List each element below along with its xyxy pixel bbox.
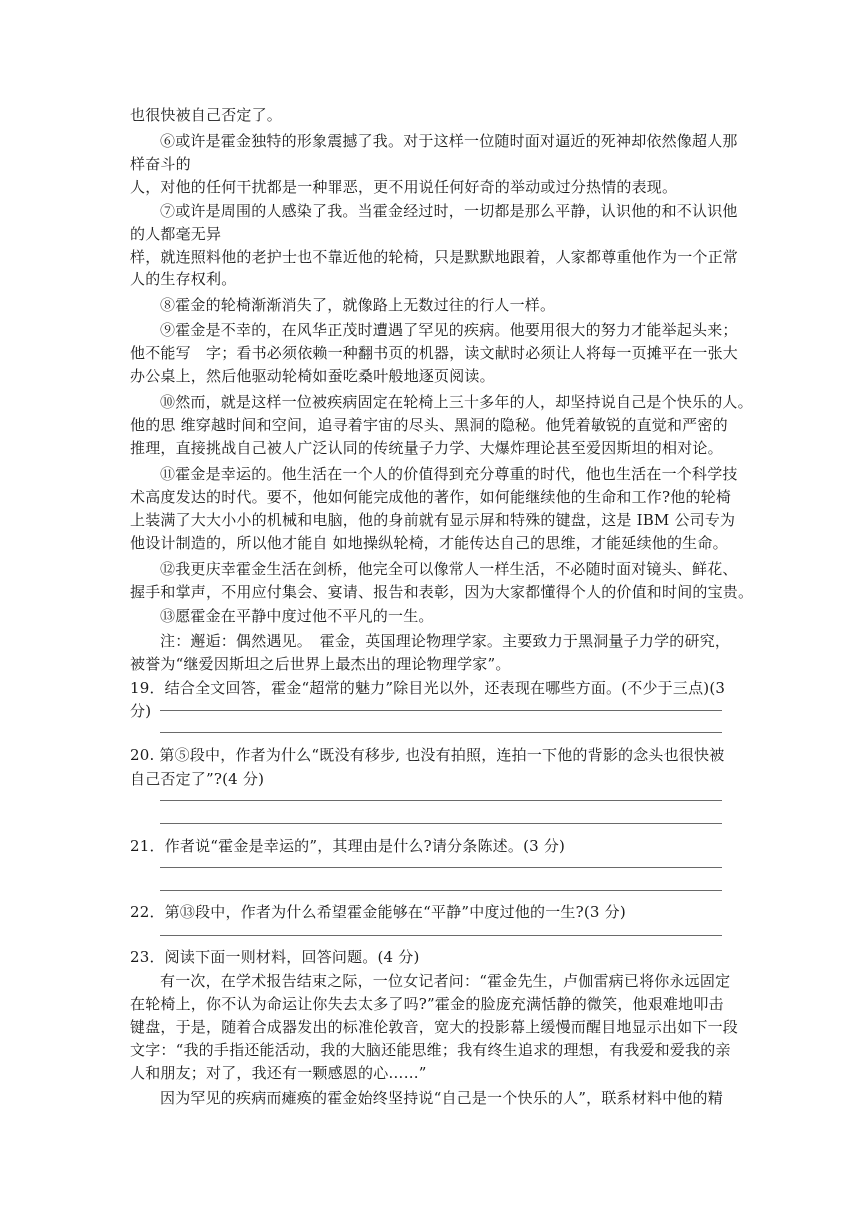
passage-line: 术高度发达的时代。要不，他如何能完成他的著作，如何能继续他的生命和工作?他的轮椅 (130, 488, 732, 506)
material-line: 键盘，于是，随着合成器发出的标准伦敦音，宽大的投影幕上缓慢而醒目地显示出如下一段 (130, 1018, 739, 1036)
paragraph-7: ⑦或许是周围的人感染了我。当霍金经过时，一切都是那么平静，认识他的和不认识他 (160, 202, 738, 220)
question-20: 20. 第⑤段中，作者为什么“既没有移步, 也没有拍照，连拍一下他的背影的念头也很快被 (130, 746, 725, 764)
paragraph-6: ⑥或许是霍金独特的形象震撼了我。对于这样一位随时面对逼近的死神却依然像超人那 (160, 132, 738, 150)
passage-line: 他的思 维穿越时间和空间，追寻着宇宙的尽头、黑洞的隐秘。他凭着敏锐的直觉和严密的 (130, 416, 728, 434)
footnote-line: 被誉为“继爱因斯坦之后世界上最杰出的理论物理学家”。 (130, 655, 511, 673)
answer-line[interactable] (160, 710, 722, 711)
passage-line: 人，对他的任何干扰都是一种罪恶，更不用说任何好奇的举动或过分热情的表现。 (130, 178, 678, 196)
answer-line[interactable] (160, 823, 722, 824)
answer-line[interactable] (160, 732, 722, 733)
material-line: 文字：“我的手指还能活动，我的大脑还能思维；我有终生追求的理想，有我爱和爱我的亲 (130, 1041, 731, 1059)
paragraph-8: ⑧霍金的轮椅渐渐消失了，就像路上无数过往的行人一样。 (160, 296, 556, 314)
question-20-cont: 自己否定了”?(4 分) (130, 770, 265, 788)
passage-line: 样奋斗的 (130, 155, 191, 173)
passage-line: 也很快被自己否定了。 (130, 106, 283, 124)
material-line: 在轮椅上，你不认为命运让你失去太多了吗?”霍金的脸庞充满恬静的微笑，他艰难地叩击 (130, 995, 724, 1013)
passage-line: 上装满了大大小小的机械和电脑，他的身前就有显示屏和特殊的键盘，这是 IBM 公司专为 (130, 511, 736, 529)
passage-line: 推理，直接挑战自己被人广泛认同的传统量子力学、大爆炸理论甚至爱因斯坦的相对论。 (130, 439, 723, 457)
question-19-cont: 分) (130, 702, 152, 720)
answer-line[interactable] (160, 935, 722, 936)
passage-line: 他不能写 字；看书必须依赖一种翻书页的机器，读文献时必须让人将每一页摊平在一张大 (130, 344, 739, 362)
material-paragraph: 有一次，在学术报告结束之际，一位女记者问：“霍金先生，卢伽雷病已将你永远固定 (160, 972, 731, 990)
material-paragraph: 因为罕见的疾病而瘫痪的霍金始终坚持说“自己是一个快乐的人”，联系材料中他的精 (160, 1089, 723, 1107)
paragraph-13: ⑬愿霍金在平静中度过他不平凡的一生。 (160, 607, 434, 625)
passage-line: 办公桌上，然后他驱动轮椅如蚕吃桑叶般地逐页阅读。 (130, 367, 495, 385)
answer-line[interactable] (160, 800, 722, 801)
question-19: 19．结合全文回答，霍金“超常的魅力”除目光以外，还表现在哪些方面。(不少于三点)(3 (130, 679, 726, 697)
passage-line: 他设计制造的，所以他才能自 如地操纵轮椅，才能传达自己的思维，才能延续他的生命。 (130, 534, 728, 552)
answer-line[interactable] (160, 890, 722, 891)
paragraph-9: ⑨霍金是不幸的，在风华正茂时遭遇了罕见的疾病。他要用很大的努力才能举起头来； (160, 321, 738, 339)
answer-line[interactable] (160, 867, 722, 868)
material-line: 人和朋友；对了，我还有一颗感恩的心……” (130, 1064, 427, 1082)
paragraph-12: ⑫我更庆幸霍金生活在剑桥，他完全可以像常人一样生活，不必随时面对镜头、鲜花、 (160, 560, 738, 578)
question-22: 22．第⑬段中，作者为什么希望霍金能够在“平静”中度过他的一生?(3 分) (130, 903, 626, 921)
passage-line: 握手和掌声，不用应付集会、宴请、报告和表彰，因为大家都懂得个人的价值和时间的宝贵。 (130, 583, 754, 601)
question-21: 21．作者说“霍金是幸运的”，其理由是什么?请分条陈述。(3 分) (130, 837, 566, 855)
question-23: 23．阅读下面一则材料，回答问题。(4 分) (130, 948, 420, 966)
paragraph-11: ⑪霍金是幸运的。他生活在一个人的价值得到充分尊重的时代，他也生活在一个科学技 (160, 465, 738, 483)
passage-line: 样，就连照料他的老护士也不靠近他的轮椅，只是默默地跟着，人家都尊重他作为一个正常 (130, 248, 739, 266)
footnote: 注：邂逅：偶然遇见。 霍金，英国理论物理学家。主要致力于黑洞量子力学的研究， (160, 632, 731, 650)
passage-line: 人的生存权利。 (130, 270, 237, 288)
passage-line: 的人都毫无异 (130, 225, 222, 243)
paragraph-10: ⑩然而，就是这样一位被疾病固定在轮椅上三十多年的人，却坚持说自己是个快乐的人。 (160, 393, 753, 411)
